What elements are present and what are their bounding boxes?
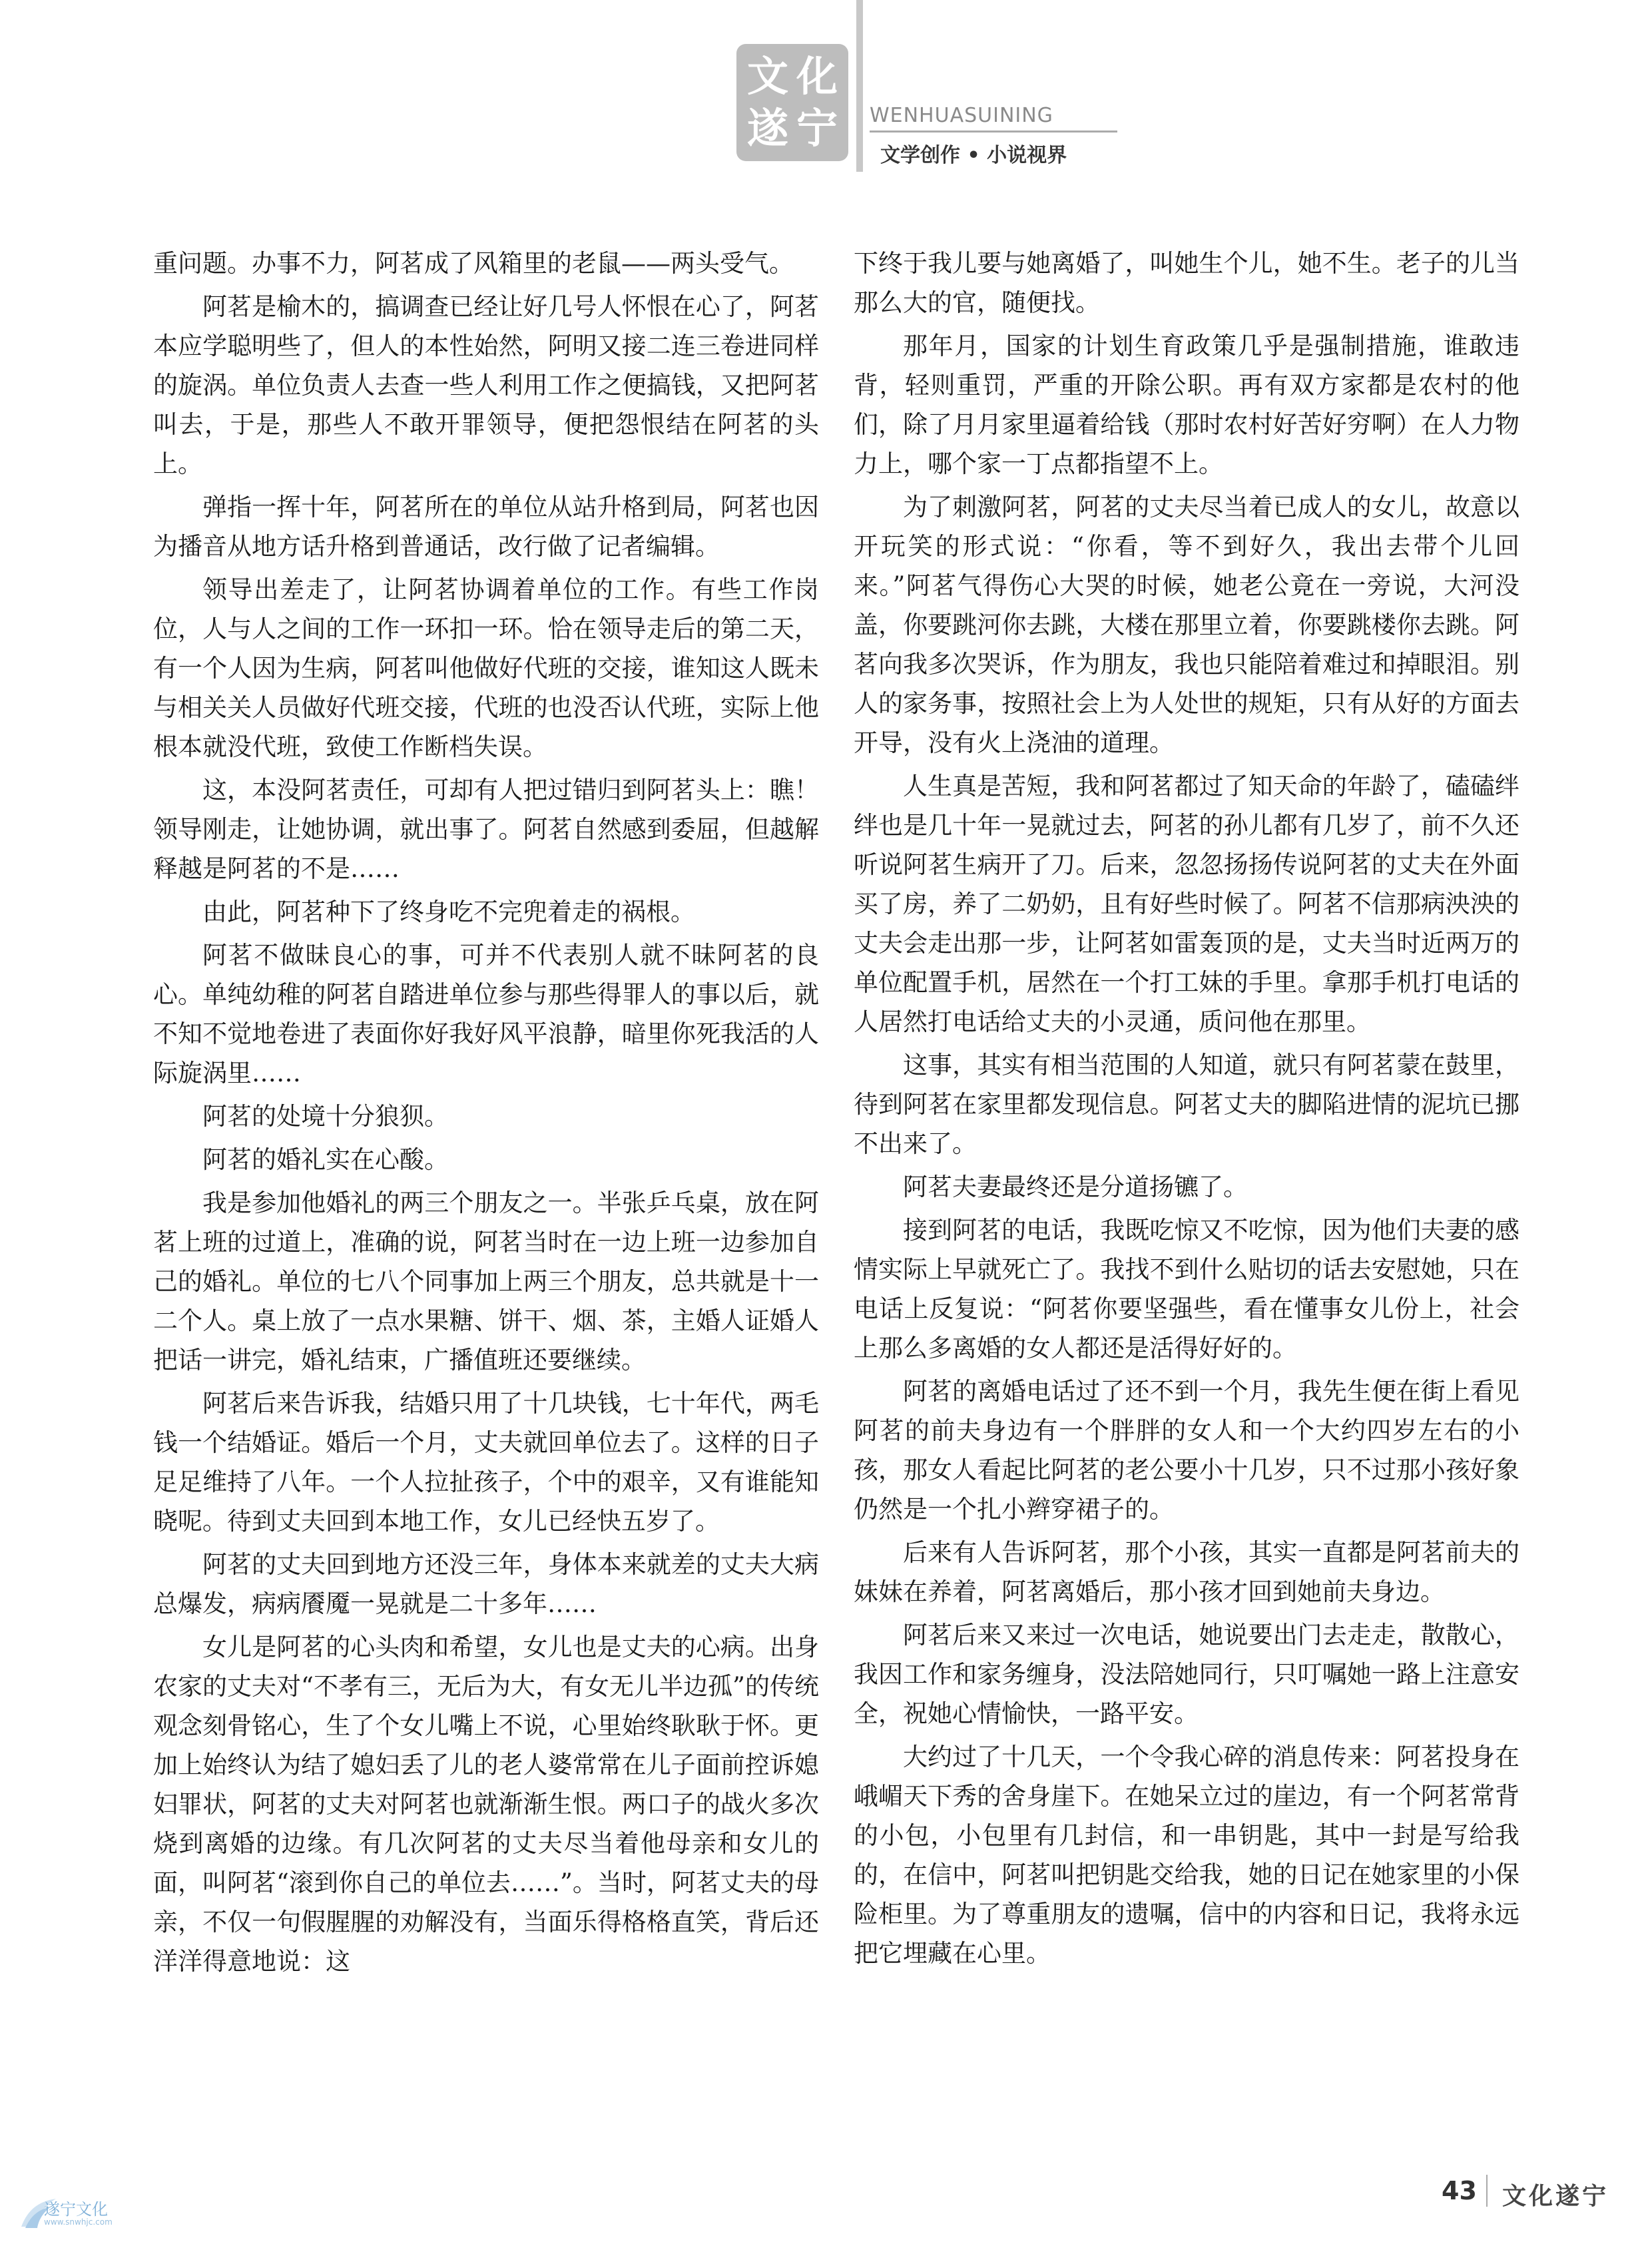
footer-brand: 文化遂宁 xyxy=(1502,2182,1609,2210)
header-section-label: 文学创作 • 小说视界 xyxy=(880,144,1067,167)
paragraph: 人生真是苦短，我和阿茗都过了知天命的年龄了，磕磕绊绊也是几十年一晃就过去，阿茗的孙儿都有几岁了，前不久还听说阿茗生病开了刀。后来，忽忽扬扬传说阿茗的丈夫在外面买了房，养了二奶奶，且有好些时候了。阿茗不信那病泱泱的丈夫会走出那一步，让阿茗如雷轰顶的是，丈夫当时近两万的单位配置手机，居然在一个打工妹的手里。拿那手机打电话的人居然打电话给丈夫的小灵通，质问他在那里。 xyxy=(854,772,1519,1036)
watermark-name: 遂宁文化 xyxy=(44,2200,108,2219)
culture-suining-seal-logo xyxy=(736,44,848,161)
seal-char-4: 宁 xyxy=(796,104,838,152)
paragraph: 阿茗的婚礼实在心酸。 xyxy=(202,1145,449,1174)
watermark-url: www.snwhjc.com xyxy=(44,2217,113,2227)
seal-char-1: 文 xyxy=(746,52,788,101)
paragraph: 阿茗的丈夫回到地方还没三年，身体本来就差的丈夫大病总爆发，病病餍魇一晃就是二十多年…… xyxy=(153,1550,819,1618)
paragraph: 这事，其实有相当范围的人知道，就只有阿茗蒙在鼓里，待到阿茗在家里都发现信息。阿茗丈夫的脚陷进情的泥坑已挪不出来了。 xyxy=(854,1051,1519,1158)
paragraph: 弹指一挥十年，阿茗所在的单位从站升格到局，阿茗也因为播音从地方话升格到普通话，改行做了记者编辑。 xyxy=(153,493,819,561)
seal-char-2: 化 xyxy=(796,52,838,101)
paragraph: 阿茗不做昧良心的事，可并不代表别人就不昧阿茗的良心。单纯幼稚的阿茗自踏进单位参与那些得罪人的事以后，就不知不觉地卷进了表面你好我好风平浪静，暗里你死我活的人际旋涡里…… xyxy=(153,941,819,1087)
header-brand: WENHUASUINING xyxy=(870,104,1053,127)
paragraph: 重问题。办事不力，阿茗成了风箱里的老鼠——两头受气。 xyxy=(153,249,794,278)
paragraph: 阿茗夫妻最终还是分道扬镳了。 xyxy=(903,1173,1248,1201)
paragraph: 下终于我儿要与她离婚了，叫她生个儿，她不生。老子的儿当那么大的官，随便找。 xyxy=(854,249,1519,317)
paragraph: 阿茗的处境十分狼狈。 xyxy=(202,1102,449,1131)
page-number: 43 xyxy=(1442,2176,1477,2205)
paragraph: 大约过了十几天，一个令我心碎的消息传来：阿茗投身在峨嵋天下秀的舍身崖下。在她呆立过的崖边，有一个阿茗常背的小包，小包里有几封信，和一串钥匙，其中一封是写给我的，在信中，阿茗叫把钥匙交给我，她的日记在她家里的小保险柜里。为了尊重朋友的遗嘱，信中的内容和日记，我将永远把它埋藏在心里。 xyxy=(854,1743,1519,1968)
seal-char-3: 遂 xyxy=(746,104,788,152)
header-vertical-rule xyxy=(856,0,863,172)
paragraph: 后来有人告诉阿茗，那个小孩，其实一直都是阿茗前夫的妹妹在养着，阿茗离婚后，那小孩才回到她前夫身边。 xyxy=(854,1538,1519,1606)
paragraph: 接到阿茗的电话，我既吃惊又不吃惊，因为他们夫妻的感情实际上早就死亡了。我找不到什么贴切的话去安慰她，只在电话上反复说：“阿茗你要坚强些，看在懂事女儿份上，社会上那么多离婚的女人都还是活得好好的。 xyxy=(854,1216,1519,1362)
paragraph: 那年月，国家的计划生育政策几乎是强制措施，谁敢违背，轻则重罚，严重的开除公职。再有双方家都是农村的他们，除了月月家里逼着给钱（那时农村好苦好穷啊）在人力物力上，哪个家一丁点都指望不上。 xyxy=(854,332,1519,478)
paragraph: 由此，阿茗种下了终身吃不完兜着走的祸根。 xyxy=(202,898,695,926)
right-column xyxy=(854,244,1519,1977)
paragraph: 阿茗后来告诉我，结婚只用了十几块钱，七十年代，两毛钱一个结婚证。婚后一个月，丈夫就回单位去了。这样的日子足足维持了八年。一个人拉扯孩子，个中的艰辛，又有谁能知晓呢。待到丈夫回到本地工作，女儿已经快五岁了。 xyxy=(153,1389,819,1536)
paragraph: 女儿是阿茗的心头肉和希望，女儿也是丈夫的心病。出身农家的丈夫对“不孝有三，无后为大，有女无儿半边孤”的传统观念刻骨铭心，生了个女儿嘴上不说，心里始终耿耿于怀。更加上始终认为结了媳妇丢了儿的老人婆常常在儿子面前控诉媳妇罪状，阿茗的丈夫对阿茗也就渐渐生恨。两口子的战火多次烧到离婚的边缘。有几次阿茗的丈夫尽当着他母亲和女儿的面，叫阿茗“滚到你自己的单位去……”。当时，阿茗丈夫的母亲，不仅一句假腥腥的劝解没有，当面乐得格格直笑，背后还洋洋得意地说：这 xyxy=(153,1633,819,1976)
paragraph: 这，本没阿茗责任，可却有人把过错归到阿茗头上：瞧！领导刚走，让她协调，就出事了。阿茗自然感到委屈，但越解释越是阿茗的不是…… xyxy=(153,776,819,883)
paragraph: 阿茗是榆木的，搞调查已经让好几号人怀恨在心了，阿茗本应学聪明些了，但人的本性始然，阿明又接二连三卷进同样的旋涡。单位负责人去查一些人利用工作之便搞钱，又把阿茗叫去，于是，那些人不敢开罪领导，便把怨恨结在阿茗的头上。 xyxy=(153,292,819,478)
paragraph: 我是参加他婚礼的两三个朋友之一。半张乒乓桌，放在阿茗上班的过道上，准确的说，阿茗当时在一边上班一边参加自己的婚礼。单位的七八个同事加上两三个朋友，总共就是十一二个人。桌上放了一点水果糖、饼干、烟、茶，主婚人证婚人把话一讲完，婚礼结束，广播值班还要继续。 xyxy=(153,1189,819,1374)
paragraph: 领导出差走了，让阿茗协调着单位的工作。有些工作岗位，人与人之间的工作一环扣一环。恰在领导走后的第二天，有一个人因为生病，阿茗叫他做好代班的交接，谁知这人既未与相关关人员做好代班交接，代班的也没否认代班，实际上他根本就没代班，致使工作断档失误。 xyxy=(153,575,819,761)
header-brand-underline xyxy=(870,131,1117,133)
paragraph: 阿茗后来又来过一次电话，她说要出门去走走，散散心，我因工作和家务缠身，没法陪她同行，只叮嘱她一路上注意安全，祝她心情愉快，一路平安。 xyxy=(854,1621,1519,1728)
paragraph: 为了刺激阿茗，阿茗的丈夫尽当着已成人的女儿，故意以开玩笑的形式说：“你看，等不到好久，我出去带个儿回来。”阿茗气得伤心大哭的时候，她老公竟在一旁说，大河没盖，你要跳河你去跳，大楼在那里立着，你要跳楼你去跳。阿茗向我多次哭诉，作为朋友，我也只能陪着难过和掉眼泪。别人的家务事，按照社会上为人处世的规矩，只有从好的方面去开导，没有火上浇油的道理。 xyxy=(854,493,1519,757)
paragraph: 阿茗的离婚电话过了还不到一个月，我先生便在街上看见阿茗的前夫身边有一个胖胖的女人和一个大约四岁左右的小孩，那女人看起比阿茗的老公要小十几岁，只不过那小孩好象仍然是一个扎小辫穿裙子的。 xyxy=(854,1377,1519,1524)
left-column xyxy=(153,244,819,1985)
footer-divider xyxy=(1486,2175,1488,2207)
